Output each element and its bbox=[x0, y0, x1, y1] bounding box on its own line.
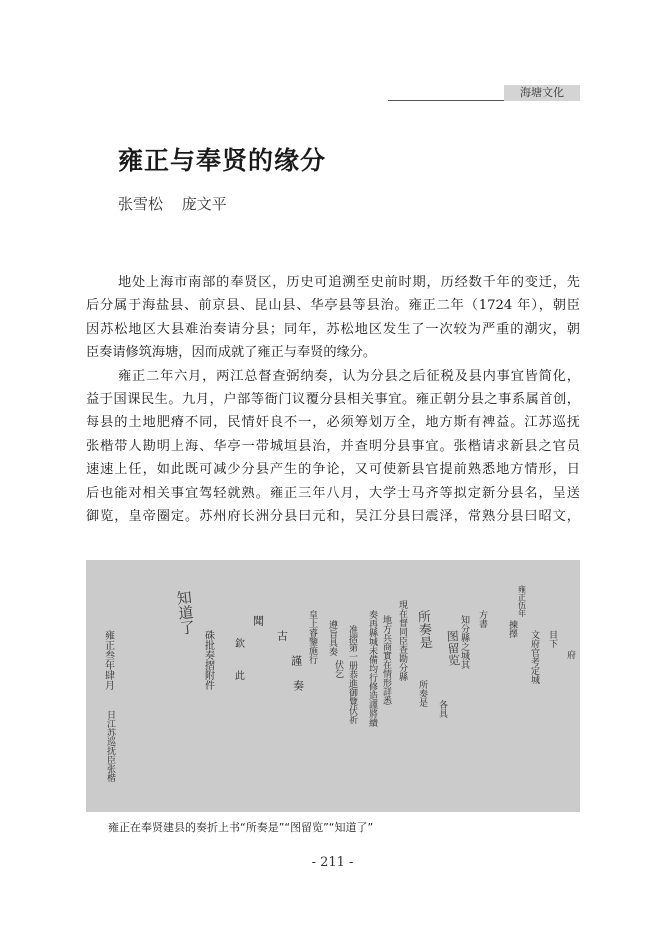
article-body bbox=[86, 271, 580, 528]
memorial-column-text: 奏 bbox=[291, 680, 305, 691]
memorial-column-text: 地方兵商實在情形詳悉 bbox=[381, 615, 391, 705]
memorial-scan-figure bbox=[86, 560, 580, 812]
body-line: 益于国课民生。九月，户部等衙门议覆分县相关事宜。雍正朝分县之事系属首创， bbox=[86, 392, 580, 408]
memorial-column-text: 此 bbox=[232, 670, 244, 680]
memorial-column-text: 准摺第一册恭進御覽伏祈 bbox=[347, 625, 357, 724]
body-line: 后也能对相关事宜驾轻就熟。雍正三年八月，大学士马齐等拟定新分县名，呈送 bbox=[86, 485, 580, 501]
memorial-column-text: 日江苏巡抚臣张楷 bbox=[105, 710, 115, 782]
body-line: 张楷带人勘明上海、华亭一带城垣县治，并查明分县事宜。张楷请求新县之官员 bbox=[86, 438, 580, 454]
memorial-column-text: 雍正伍年 bbox=[517, 585, 527, 617]
author-name: 张雪松 bbox=[118, 195, 164, 213]
article-title: 雍正与奉贤的缘分 bbox=[118, 146, 327, 175]
author-name: 庞文平 bbox=[181, 195, 227, 213]
body-line: 地处上海市南部的奉贤区，历史可追溯至史前时期，历经数千年的变迁，先 bbox=[118, 275, 580, 290]
memorial-column-text: 揀擇 bbox=[507, 620, 517, 638]
memorial-column-text: 目下 bbox=[547, 630, 557, 648]
page-number: - 211 - bbox=[311, 855, 354, 870]
memorial-column-text: 欽 bbox=[232, 638, 244, 648]
vermilion-annotation-zhidaole: 知道了 bbox=[174, 589, 197, 636]
body-line: 每县的土地肥瘠不同，民情奸良不一，必须筹划万全，地方斯有裨益。江苏巡抚 bbox=[86, 415, 580, 431]
memorial-column-text: 現在督同臣查勘分縣 bbox=[397, 600, 407, 681]
body-line: 臣奏请修筑海塘，因而成就了雍正与奉贤的缘分。 bbox=[86, 345, 377, 361]
body-line: 后分属于海盐县、前京县、昆山县、华亭县等县治。雍正二年（1724 年），朝臣 bbox=[86, 298, 580, 314]
figure-caption: 雍正在奉贤建县的奏折上书“所奏是”“图留览”“知道了” bbox=[108, 821, 374, 834]
memorial-column-text: 皇上睿鑒施行 bbox=[307, 610, 317, 664]
memorial-column-text: 方書 bbox=[477, 610, 487, 628]
memorial-column-text: 聞 bbox=[251, 615, 265, 626]
memorial-column-text: 硃批奏摺附件 bbox=[202, 630, 214, 690]
memorial-column-text: 遵旨具奏 bbox=[327, 620, 337, 656]
memorial-column-text: 所奏是 bbox=[417, 680, 427, 707]
body-line: 因苏松地区大县难治奏请分县；同年，苏松地区发生了一次较为严重的潮灾，朝 bbox=[86, 321, 580, 337]
body-line: 御览，皇帝圈定。苏州府长洲分县曰元和，吴江分县曰震泽，常熟分县曰昭文， bbox=[86, 509, 580, 525]
memorial-column-text: 古 bbox=[275, 630, 289, 641]
body-line: 速速上任，如此既可减少分县产生的争论，又可使新县官提前熟悉地方情形，日 bbox=[86, 462, 580, 478]
memorial-column-text: 謹 bbox=[289, 655, 303, 666]
memorial-scan-image bbox=[86, 560, 580, 812]
memorial-column-text: 奏再縣城未備均行修造謹將續 bbox=[367, 610, 377, 727]
memorial-column-text: 雍正叁年肆月 bbox=[102, 630, 114, 690]
section-tag: 海塘文化 bbox=[504, 85, 580, 101]
memorial-column-text: 各具 bbox=[437, 700, 447, 718]
memorial-column-text: 文府官考定城 bbox=[529, 630, 539, 684]
memorial-column-text: 伏乞 bbox=[333, 660, 343, 678]
article-authors bbox=[118, 193, 227, 214]
body-line: 雍正二年六月，两江总督查弼纳奏，认为分县之后征税及县内事宜皆简化， bbox=[118, 368, 580, 384]
vermilion-annotation-tuliulan: 图留览 bbox=[445, 629, 461, 667]
memorial-column-text: 府 bbox=[565, 650, 575, 659]
memorial-column-text: 知分縣之城其 bbox=[459, 615, 469, 669]
vermilion-annotation-suozoushi: 所奏是 bbox=[414, 609, 433, 650]
